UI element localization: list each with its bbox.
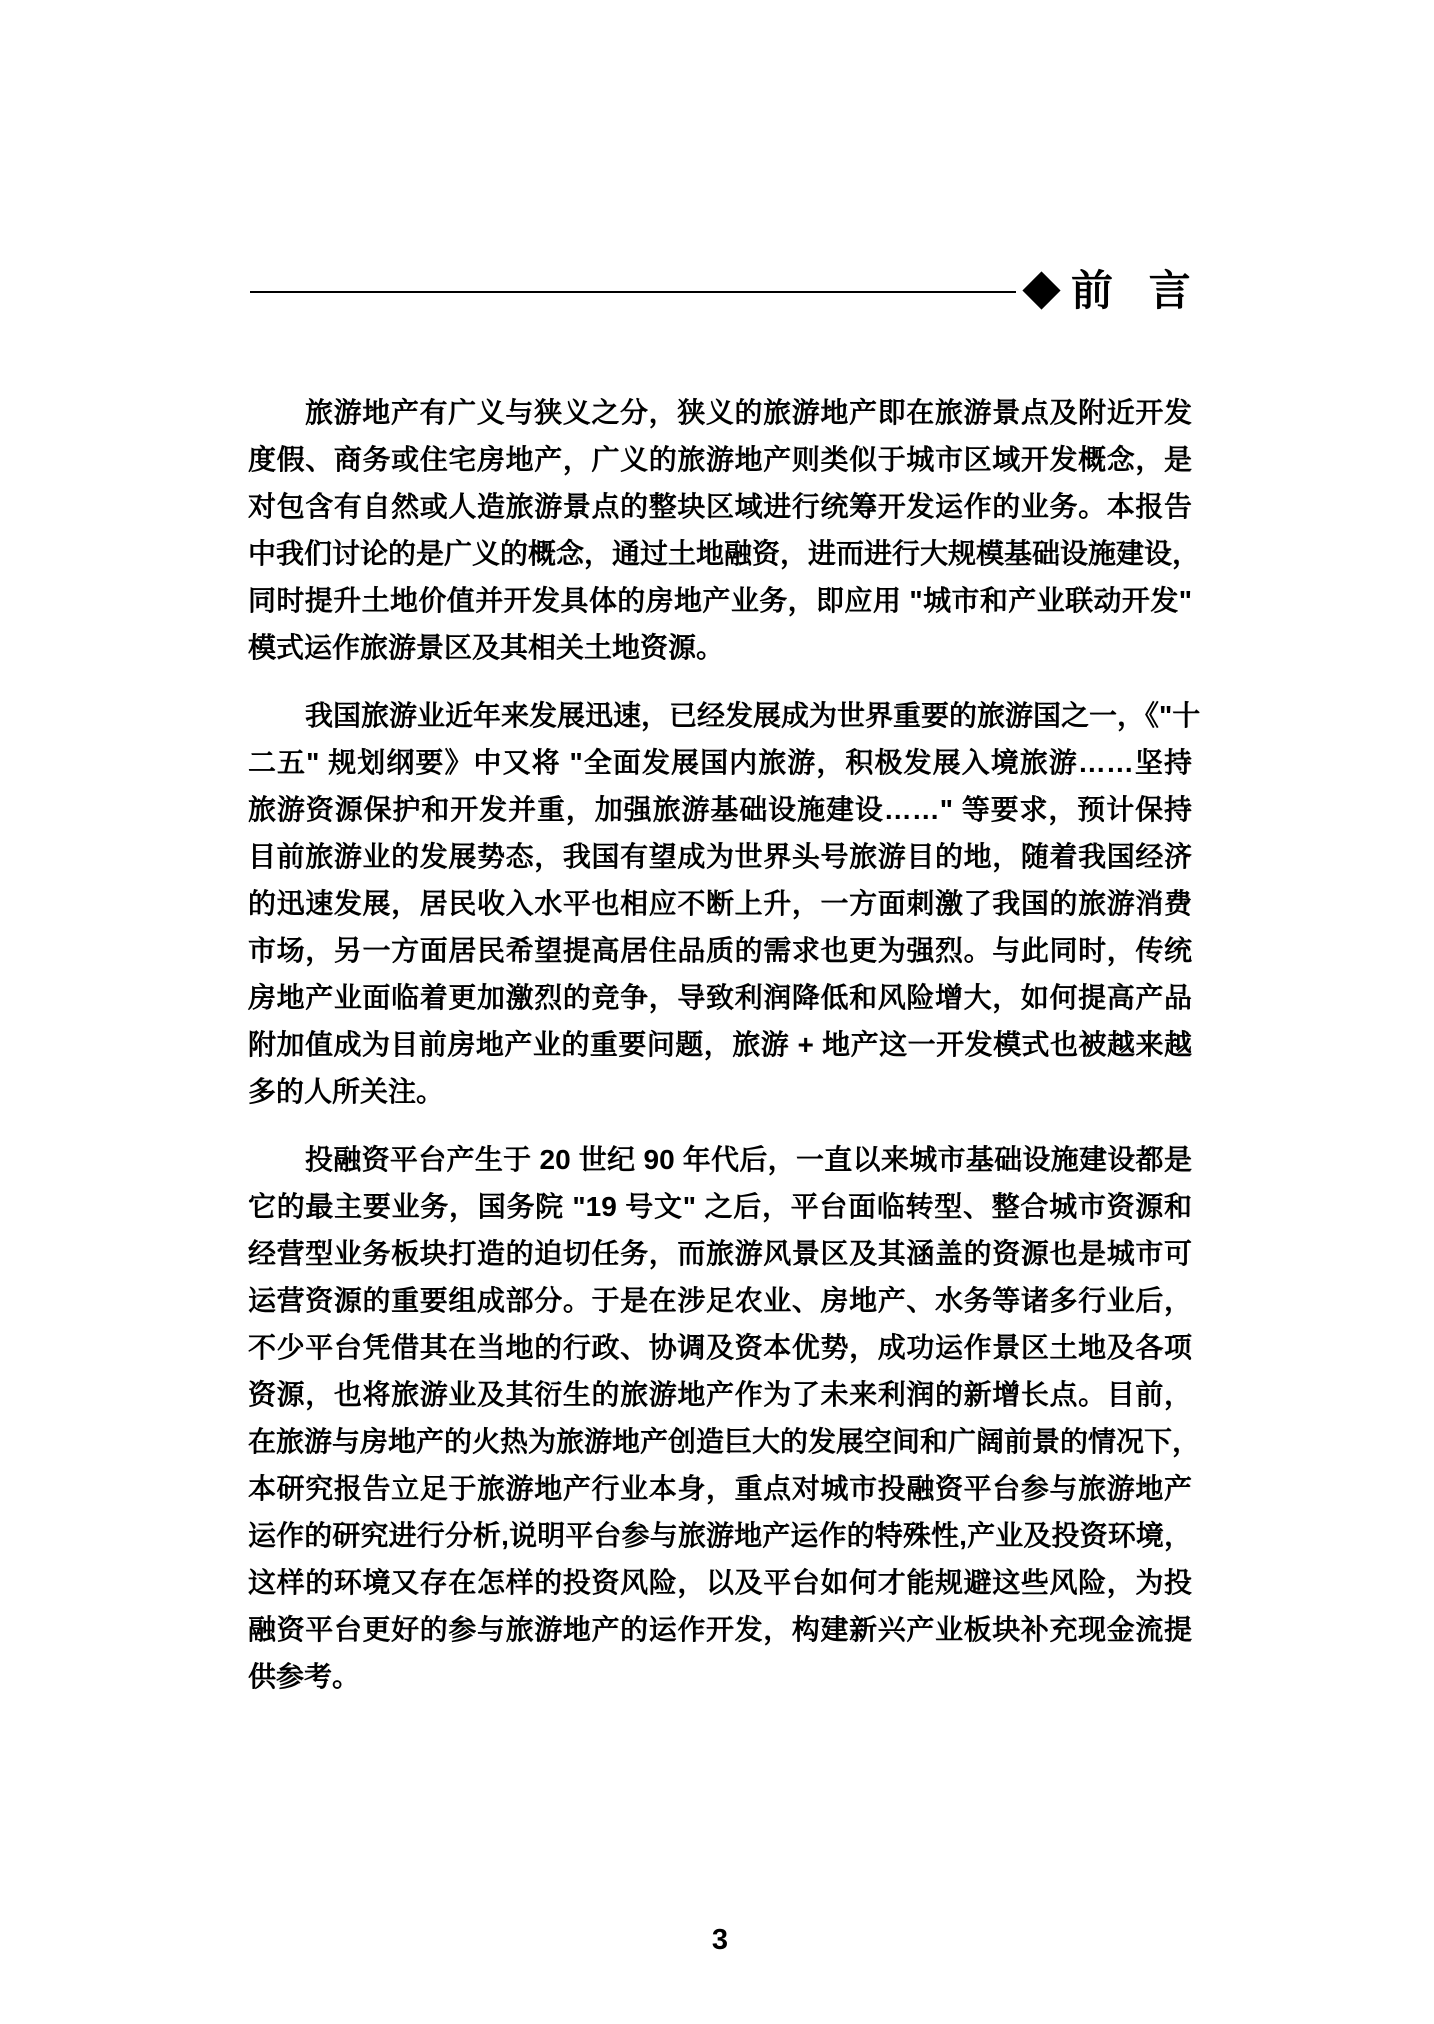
- text-line: 同时提升土地价值并开发具体的房地产业务，即应用 "城市和产业联动开发": [248, 585, 1192, 616]
- text-line: 本研究报告立足于旅游地产行业本身，重点对城市投融资平台参与旅游地产: [248, 1473, 1192, 1504]
- text-line: 不少平台凭借其在当地的行政、协调及资本优势，成功运作景区土地及各项: [248, 1332, 1192, 1363]
- text-line: 在旅游与房地产的火热为旅游地产创造巨大的发展空间和广阔前景的情况下，: [248, 1426, 1201, 1457]
- text-line: 度假、商务或住宅房地产，广义的旅游地产则类似于城市区域开发概念，是: [248, 444, 1192, 475]
- text-line: 市场，另一方面居民希望提高居住品质的需求也更为强烈。与此同时，传统: [248, 935, 1192, 966]
- text-line: 它的最主要业务，国务院 "19 号文" 之后，平台面临转型、整合城市资源和: [248, 1191, 1192, 1222]
- paragraph: [248, 692, 1201, 1115]
- text-line: 的迅速发展，居民收入水平也相应不断上升，一方面刺激了我国的旅游消费: [248, 888, 1192, 919]
- text-line: 供参考。: [248, 1661, 361, 1692]
- text-line: 中我们讨论的是广义的概念，通过土地融资，进而进行大规模基础设施建设，: [248, 538, 1201, 569]
- text-line: 对包含有自然或人造旅游景点的整块区域进行统筹开发运作的业务。本报告: [248, 491, 1192, 522]
- text-line: 目前旅游业的发展势态，我国有望成为世界头号旅游目的地，随着我国经济: [248, 841, 1192, 872]
- text-line: 多的人所关注。: [248, 1076, 445, 1107]
- paragraph: [248, 389, 1201, 671]
- text-line: 房地产业面临着更加激烈的竞争，导致利润降低和风险增大，如何提高产品: [248, 982, 1192, 1013]
- text-line: 运作的研究进行分析,说明平台参与旅游地产运作的特殊性,产业及投资环境，: [248, 1520, 1192, 1551]
- text-line: 模式运作旅游景区及其相关土地资源。: [248, 632, 725, 663]
- text-line: 运营资源的重要组成部分。于是在涉足农业、房地产、水务等诸多行业后，: [248, 1285, 1192, 1316]
- text-line: 投融资平台产生于 20 世纪 90 年代后，一直以来城市基础设施建设都是: [305, 1144, 1192, 1175]
- diamond-icon: [1022, 271, 1060, 309]
- text-line: 这样的环境又存在怎样的投资风险，以及平台如何才能规避这些风险，为投: [248, 1567, 1192, 1598]
- text-line: 旅游地产有广义与狭义之分，狭义的旅游地产即在旅游景点及附近开发: [305, 397, 1192, 428]
- text-line: 融资平台更好的参与旅游地产的运作开发，构建新兴产业板块补充现金流提: [248, 1614, 1192, 1645]
- text-line: 资源，也将旅游业及其衍生的旅游地产作为了未来利润的新增长点。目前，: [248, 1379, 1192, 1410]
- page-number: 3: [711, 1924, 729, 1956]
- paragraph: [248, 1136, 1201, 1700]
- text-line: 二五" 规划纲要》中又将 "全面发展国内旅游，积极发展入境旅游……坚持: [248, 747, 1192, 778]
- text-line: 旅游资源保护和开发并重，加强旅游基础设施建设……" 等要求，预计保持: [248, 794, 1192, 825]
- text-line: 经营型业务板块打造的迫切任务，而旅游风景区及其涵盖的资源也是城市可: [248, 1238, 1192, 1269]
- page-title: 前 言: [1071, 267, 1193, 314]
- header-rule: [250, 291, 1016, 293]
- text-line: 附加值成为目前房地产业的重要问题，旅游 + 地产这一开发模式也被越来越: [248, 1029, 1192, 1060]
- document-body: [248, 389, 1201, 1700]
- text-line: 我国旅游业近年来发展迅速，已经发展成为世界重要的旅游国之一，《"十: [305, 700, 1201, 731]
